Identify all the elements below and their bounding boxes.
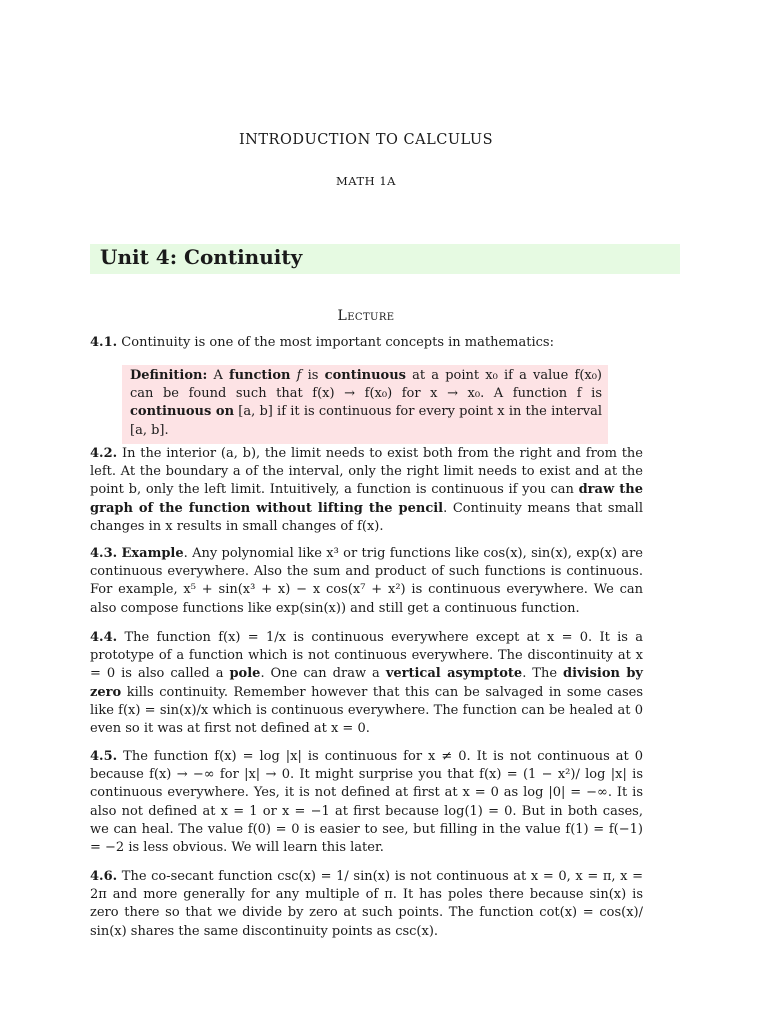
definition-term-continuous: continuous [324,368,406,383]
paragraph-text: In the interior (a, b), the limit needs to exist both from the right and from the left. At the boundary a of the interval, only the right limit needs to exist and at the point b, only the left limit. Intuitively, a function is continuous if you can [90,446,644,498]
paragraph-4-4 [90,629,643,738]
paragraph-text: . One can draw a [260,666,380,682]
paragraph-text: Continuity is one of the most important concepts in mathematics: [121,335,554,350]
paragraph-4-3 [90,545,643,618]
paragraph-number: 4.3. [90,546,118,561]
definition-text: is [307,368,319,383]
paragraph-text: . Any polynomial like x³ or trig functions like cos(x), sin(x), exp(x) are continuous everywhere. Also the sum and product of such functions is continuous. For example, x⁵ + sin(x³ + x) − x cos(x⁷ + x²) is continuous everywhere. We can also compose functions like exp(sin(x)) and still get a continuous function. [90,546,643,616]
term-vertical-asymptote: vertical asymptote [385,666,523,682]
definition-label: Definition: [130,368,208,383]
definition-term-continuous-on: continuous on [130,404,235,420]
paragraph-number: 4.2. [90,446,118,461]
paragraph-text: . Continuity means that small changes in x results in small changes of f(x). [90,500,643,534]
section-heading: Lecture [337,308,395,324]
definition-text: f [296,368,302,383]
definition-term-function: function [229,368,291,383]
paragraph-text: kills continuity. Remember however that this can be salvaged in some cases like f(x) = sin(x)/x which is continuous everywhere. The function can be healed at 0 even so it was at first not defined at x = 0. [90,684,643,737]
unit-banner [90,244,680,274]
paragraph-4-5 [90,748,643,857]
term-pole: pole [229,666,261,682]
paragraph-4-6 [90,868,643,941]
example-label: Example [121,546,184,561]
paragraph-4-2 [90,445,643,536]
paragraph-text: The function f(x) = 1/x is continuous everywhere except at x = 0. It is a prototype of a function which is not continuous everywhere. The discontinuity at x = 0 is also called a [90,630,643,682]
paragraph-number: 4.1. [90,335,118,350]
term-division-by-zero: division by zero [90,666,643,700]
definition-box [122,365,608,444]
paragraph-text: . The [522,666,558,682]
paragraph-4-1 [90,334,643,352]
definition-text: at a point x₀ if a value f(x₀) can be found such that f(x) → f(x₀) for x → x₀. A function f is [130,368,602,402]
definition-text: [a, b] if it is continuous for every point x in the interval [a, b]. [130,404,602,438]
paragraph-number: 4.4. [90,630,118,645]
document-subtitle: MATH 1A [336,174,396,188]
paragraph-text: The co-secant function csc(x) = 1/ sin(x) is not continuous at x = 0, x = π, x = 2π and more generally for any multiple of π. It has poles there because sin(x) is zero there so that we divide by zero at such points. The function cot(x) = cos(x)/ sin(x) shares the same discontinuity points as csc(x). [90,869,643,939]
paragraph-emphasis: draw the graph of the function without lifting the pencil [90,482,643,516]
paragraph-number: 4.6. [90,869,118,884]
paragraph-text: The function f(x) = log |x| is continuous for x ≠ 0. It is not continuous at 0 because f(x) → −∞ for |x| → 0. It might surprise you that f(x) = (1 − x²)/ log |x| is continuous everywhere. Yes, it is not defined at first at x = 0 as log |0| = −∞. It is also not defined at x = 1 or x = −1 at first because log(1) = 0. But in both cases, we can heal. The value f(0) = 0 is easier to see, but filling in the value f(1) = f(−1) = −2 is less obvious. We will learn this later. [90,749,643,856]
paragraph-number: 4.5. [90,749,118,764]
unit-title: Unit 4: Continuity [100,245,303,269]
definition-text: A [213,368,223,383]
document-title: INTRODUCTION TO CALCULUS [238,132,494,148]
